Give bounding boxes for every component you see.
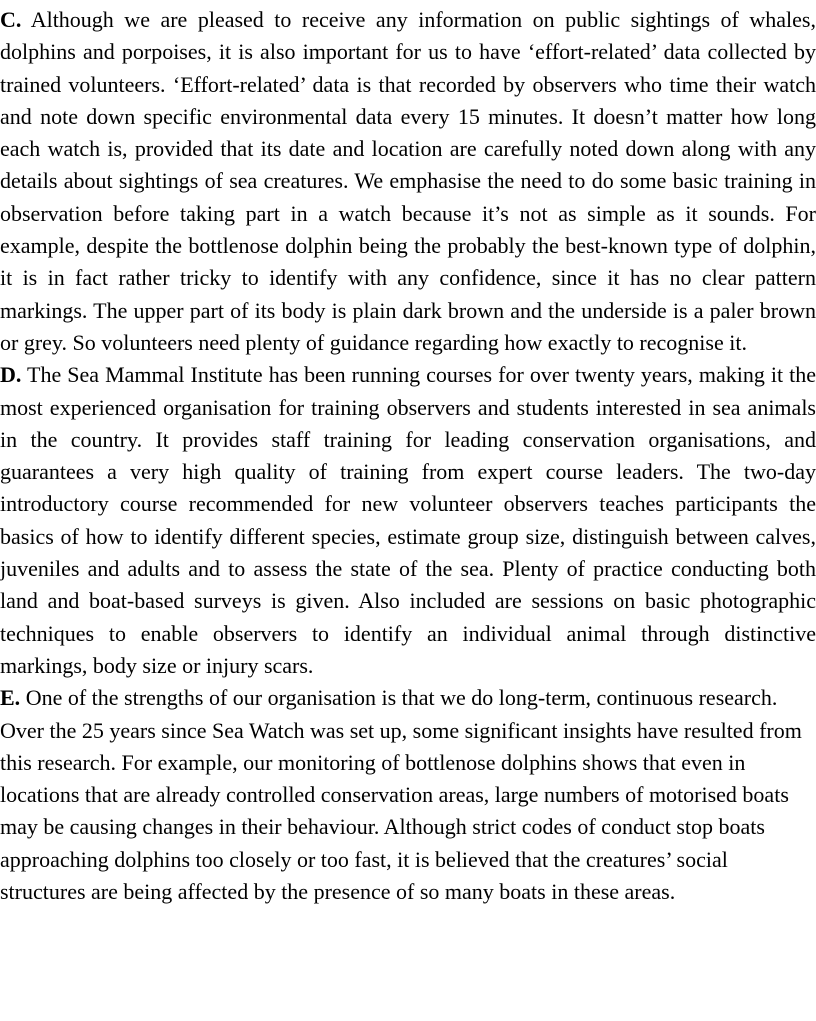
paragraph-letter-c: C.	[0, 7, 22, 32]
paragraph-c	[0, 4, 816, 359]
paragraph-letter-e: E.	[0, 685, 21, 711]
paragraph-text-c: Although we are pleased to receive any information on public sightings of whales, dolphins and porpoises, it is also important for us to have ‘effort-related’ data collected by trained volunteers. ‘Effort-related’ data is that recorded by observers who time their watch and note down specific environmental data every 15 minutes. It doesn’t matter how long each watch is, provided that its date and location are carefully noted down along with any details about sightings of sea creatures. We emphasise the need to do some basic training in observation before taking part in a watch because it’s not as simple as it sounds. For example, despite the bottlenose dolphin being the probably the best-known type of dolphin, it is in fact rather tricky to identify with any confidence, since it has no clear pattern markings. The upper part of its body is plain dark brown and the underside is a paler brown or grey. So volunteers need plenty of guidance regarding how exactly to recognise it.	[0, 7, 816, 355]
paragraph-letter-d: D.	[0, 362, 22, 388]
paragraph-text-d: The Sea Mammal Institute has been running courses for over twenty years, making it the most experienced organisation for training observers and students interested in sea animals in the country. It provides staff training for leading conservation organisations, and guarantees a very high quality of training from expert course leaders. The two-day introductory course recommended for new volunteer observers teaches participants the basics of how to identify different species, estimate group size, distinguish between calves, juveniles and adults and to assess the state of the sea. Plenty of practice conducting both land and boat-based surveys is given. Also included are sessions on basic photographic techniques to enable observers to identify an individual animal through distinctive markings, body size or injury scars.	[0, 362, 816, 678]
paragraph-text-e: One of the strengths of our organisation is that we do long-term, continuous research. Over the 25 years since Sea Watch was set up, some significant insights have resulted from this research. For example, our monitoring of bottlenose dolphins shows that even in locations that are already controlled conservation areas, large numbers of motorised boats may be causing changes in their behaviour. Although strict codes of conduct stop boats approaching dolphins too closely or too fast, it is believed that the creatures’ social structures are being affected by the presence of so many boats in these areas.	[0, 685, 802, 905]
paragraph-d	[0, 359, 816, 682]
paragraph-e	[0, 682, 816, 908]
